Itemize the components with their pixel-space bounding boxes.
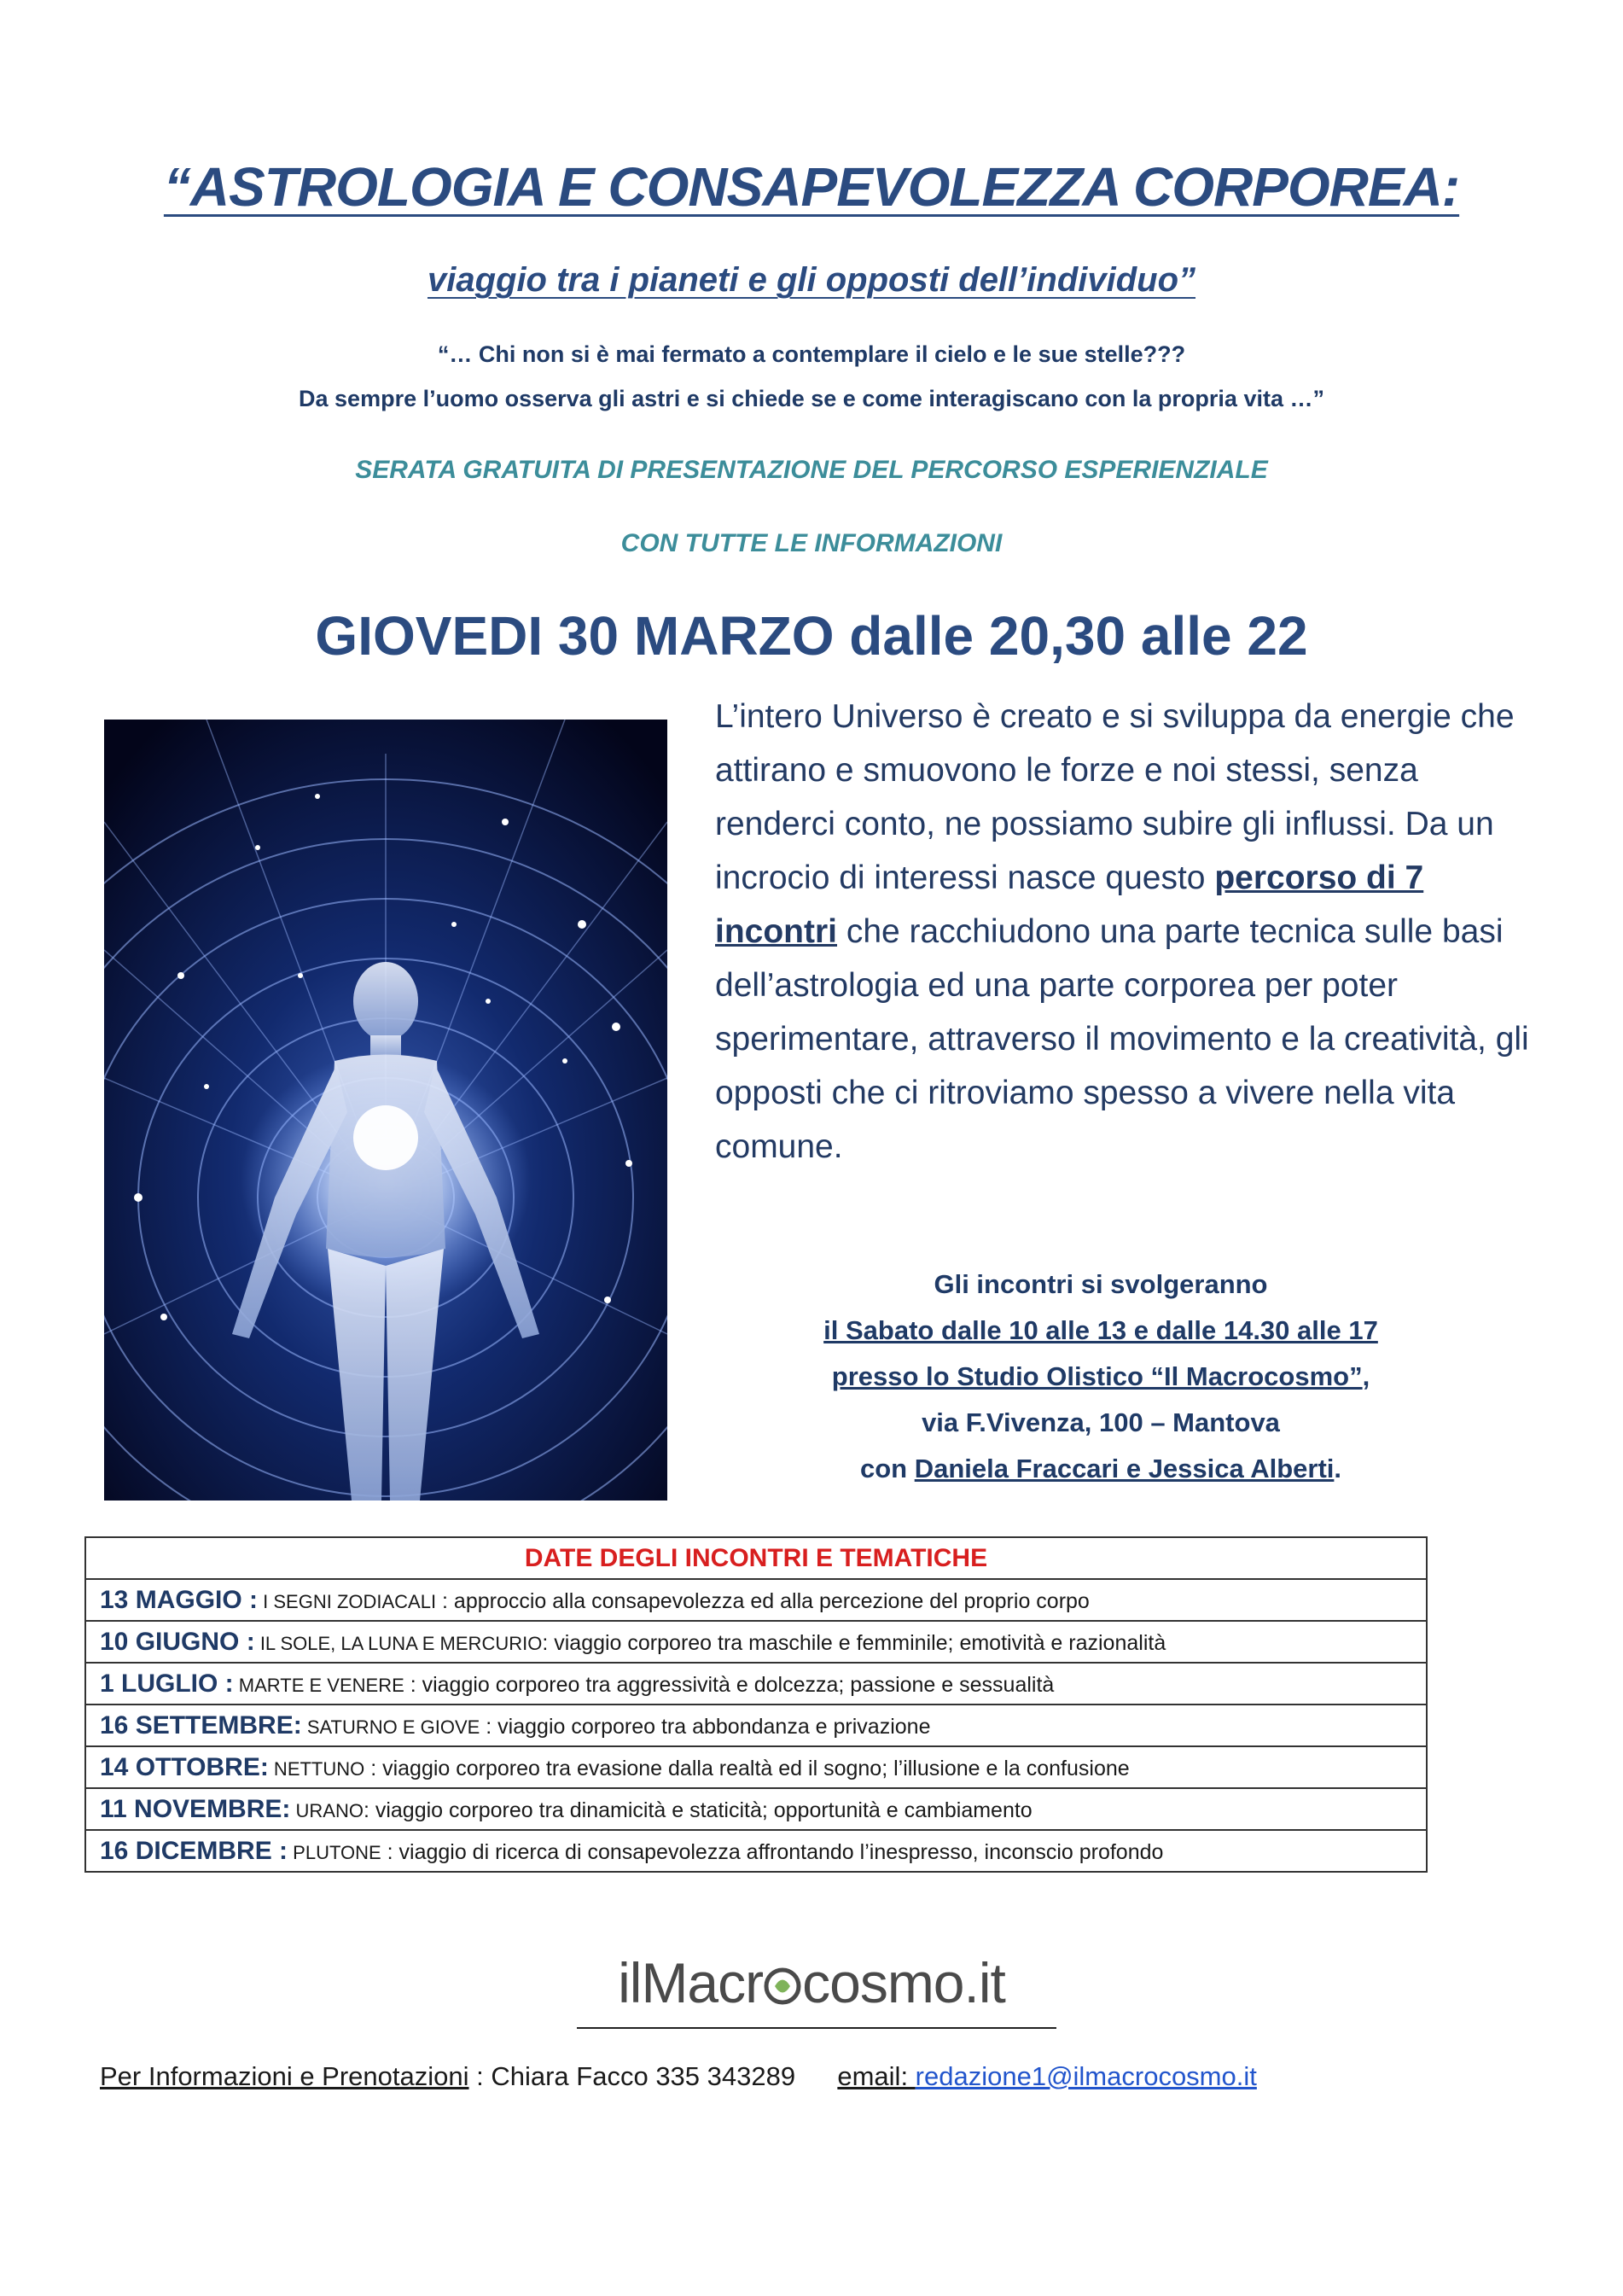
meeting-line-1: Gli incontri si svolgeranno <box>934 1269 1268 1299</box>
macrocosmo-logo: ilMacr cosmo.it <box>0 1950 1623 2019</box>
meeting-info: Gli incontri si svolgeranno il Sabato dalle 10 alle 13 e dalle 14.30 alle 17 presso lo Studio Olistico “Il Macrocosmo”, via F.Vivenza, 100 – Mantova con Daniela Fraccari e Jessica Alberti. <box>734 1262 1468 1492</box>
logo-underline <box>577 2027 1056 2029</box>
meeting-address: via F.Vivenza, 100 – Mantova <box>922 1407 1280 1437</box>
table-row: 14 OTTOBRE: NETTUNO : viaggio corporeo tra evasione dalla realtà ed il sogno; l’illusione e la confusione <box>85 1746 1427 1788</box>
quote-line-2: Da sempre l’uomo osserva gli astri e si chiede se e come interagiscano con la propria vita …” <box>299 386 1324 411</box>
intro-paragraph: L’intero Universo è creato e si sviluppa da energie che attirano e smuovono le forze e noi stessi, senza renderci conto, ne possiamo subire gli influssi. Da un incrocio di interessi nasce questo percorso di 7 incontri che racchiudono una parte tecnica sulle basi dell’astrologia ed una parte corporea per poter sperimentare, attraverso il movimento e la creatività, gli opposti che ci ritroviamo spesso a vivere nella vita comune. <box>715 698 1529 1165</box>
email-label: email: <box>837 2061 916 2091</box>
info-label: Per Informazioni e Prenotazioni <box>100 2061 469 2091</box>
email-link[interactable]: redazione1@ilmacrocosmo.it <box>915 2061 1257 2091</box>
flyer-subtitle: viaggio tra i pianeti e gli opposti dell’individuo” <box>427 261 1196 299</box>
table-row: 16 SETTEMBRE: SATURNO E GIOVE : viaggio corporeo tra abbondanza e privazione <box>85 1705 1427 1746</box>
meeting-line-2: il Sabato dalle 10 alle 13 e dalle 14.30 alle 17 <box>823 1315 1378 1345</box>
presentation-line-2: CON TUTTE LE INFORMAZIONI <box>620 529 1003 557</box>
schedule-heading: DATE DEGLI INCONTRI E TEMATICHE <box>85 1537 1427 1579</box>
flyer-title: “ASTROLOGIA E CONSAPEVOLEZZA CORPOREA: <box>163 156 1460 218</box>
cosmic-human-image <box>104 720 667 1501</box>
table-row: 1 LUGLIO : MARTE E VENERE : viaggio corporeo tra aggressività e dolcezza; passione e sessualità <box>85 1663 1427 1705</box>
meeting-location: presso lo Studio Olistico “Il Macrocosmo” <box>831 1361 1363 1391</box>
course-highlight: percorso di 7 incontri <box>715 860 1424 950</box>
table-row: 10 GIUGNO : IL SOLE, LA LUNA E MERCURIO: viaggio corporeo tra maschile e femminile; emotività e razionalità <box>85 1621 1427 1663</box>
table-row: 13 MAGGIO : I SEGNI ZODIACALI : approccio alla consapevolezza ed alla percezione del proprio corpo <box>85 1579 1427 1621</box>
schedule-table <box>84 1536 1428 1873</box>
meeting-hosts: Daniela Fraccari e Jessica Alberti <box>914 1454 1335 1483</box>
logo-o-icon <box>763 1954 802 2019</box>
table-row: 16 DICEMBRE : PLUTONE : viaggio di ricerca di consapevolezza affrontando l’inespresso, inconscio profondo <box>85 1830 1427 1872</box>
quote-line-1: “… Chi non si è mai fermato a contemplare il cielo e le sue stelle??? <box>437 341 1186 367</box>
contact-footer <box>100 2061 1257 2092</box>
presentation-line-1: SERATA GRATUITA DI PRESENTAZIONE DEL PERCORSO ESPERIENZIALE <box>355 456 1268 484</box>
table-row: 11 NOVEMBRE: URANO: viaggio corporeo tra dinamicità e staticità; opportunità e cambiamento <box>85 1788 1427 1830</box>
event-date: GIOVEDI 30 MARZO dalle 20,30 alle 22 <box>315 605 1308 667</box>
info-contact: : Chiara Facco 335 343289 <box>468 2061 796 2091</box>
